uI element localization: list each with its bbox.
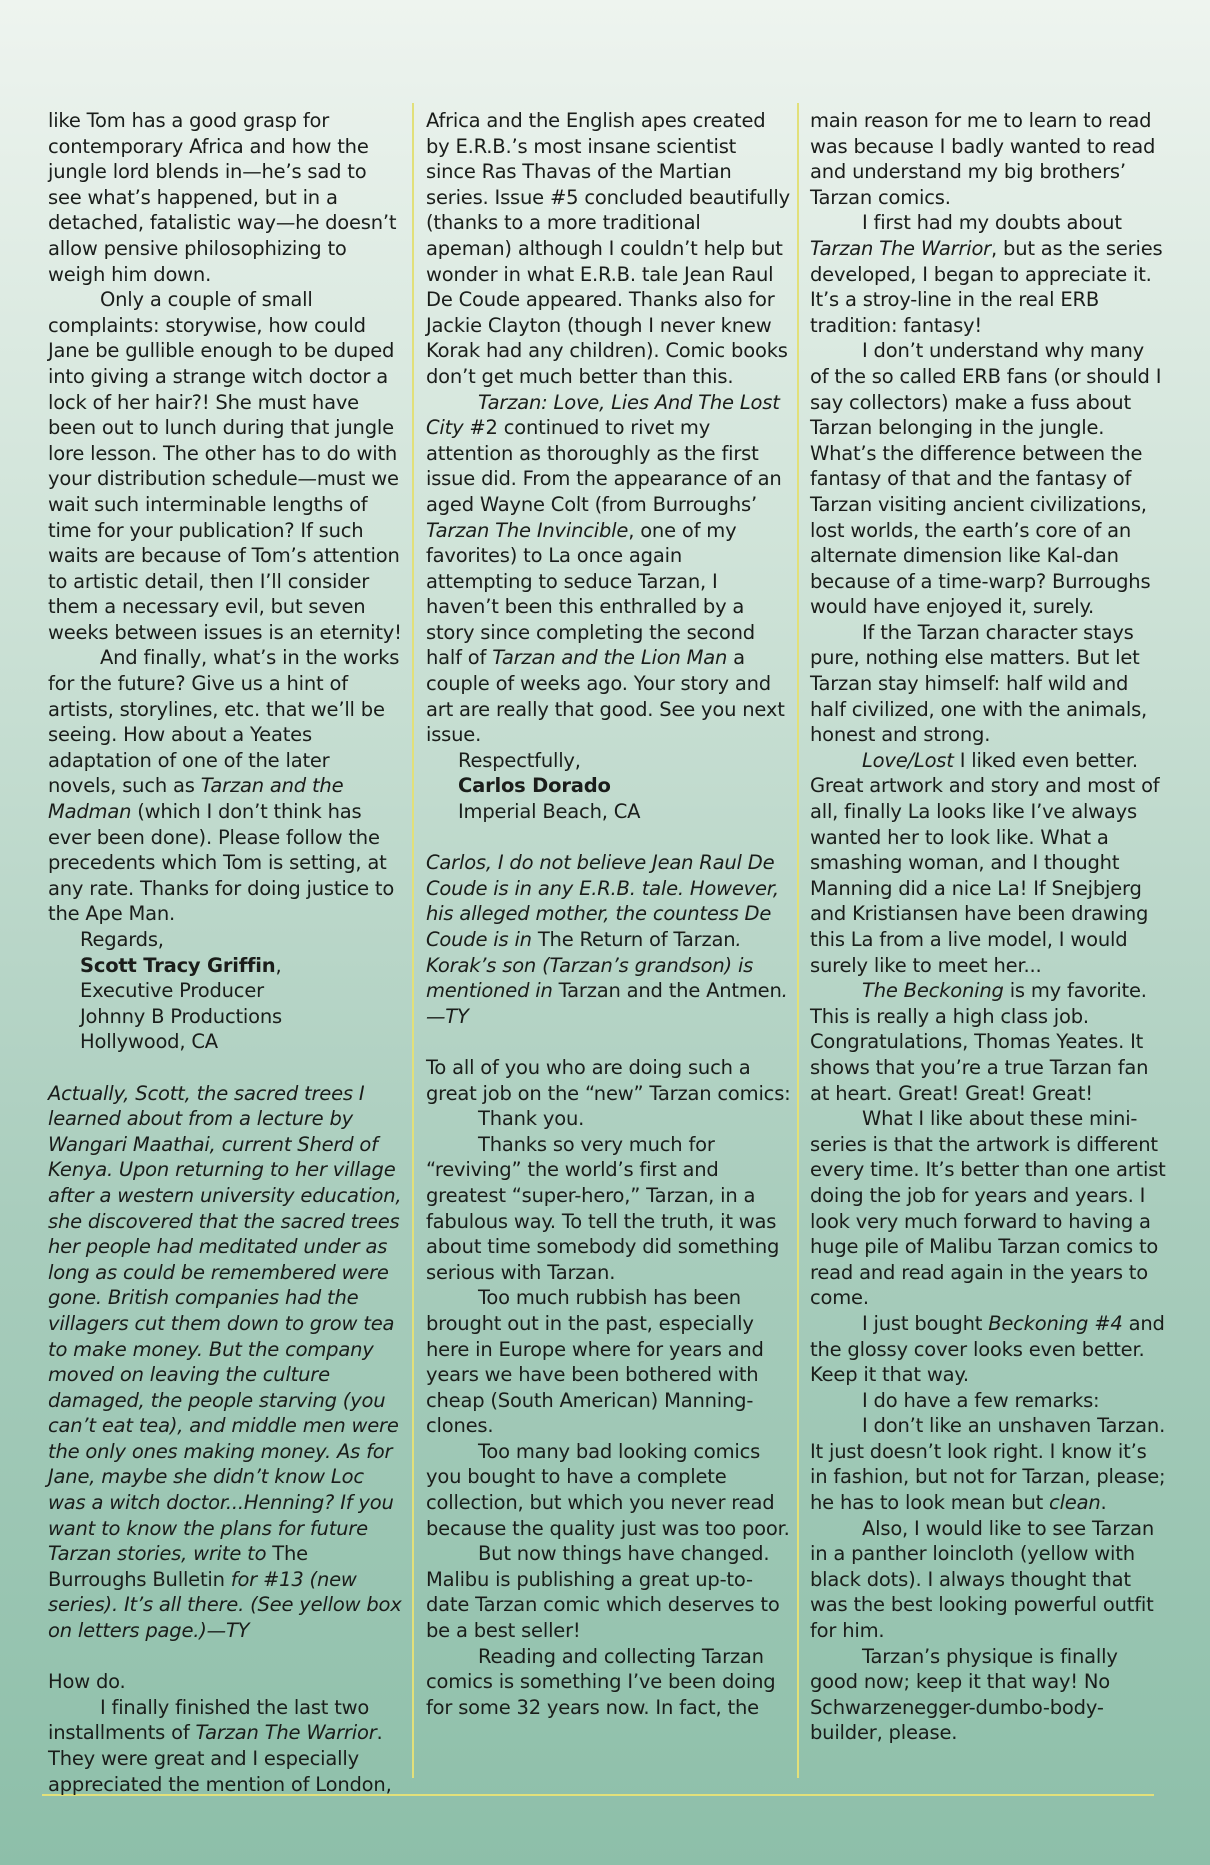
letter-paragraph: Thanks so very much for “reviving” the world’s first and greatest “super-hero,” Tarzan, in a fabulous way. To tell the truth, it was about time somebody did something serious with Tarzan. <box>426 1132 780 1284</box>
letter-paragraph: I don’t understand why many of the so called ERB fans (or should I say collectors) make a fuss about Tarzan belonging in the jungle. What’s the difference between the fantasy of that and the fantasy of Tarzan visiting ancient civilizations, lost worlds, the earth’s core of an alternate dimension like Kal-dan because of a time-warp? Burroughs would have enjoyed it, surely. <box>810 339 1162 619</box>
author-name: Carlos Dorado <box>458 774 611 798</box>
editor-reply: Actually, Scott, the sacred trees I learned about from a lecture by Wangari Maathai, current Sherd of Kenya. Upon returning to her village after a western university education, she discovered that the sacred trees her people had meditated under as long as could be remembered were gone. British companies had the villagers cut them down to grow tea to make money. But the company moved on leaving the culture damaged, the people starving (you can’t eat tea), and middle men were the only ones making money. As for Jane, maybe she didn’t know Loc was a witch doctor...Henning? If you want to know the plans for future Tarzan stories, write to The Burroughs Bulletin for #13 (new series). It’s all there. (See yellow box on letters page.)—TY <box>48 1081 402 1643</box>
column-divider-left <box>412 103 414 1778</box>
letter-greeting: To all of you who are doing such a great job on the “new” Tarzan comics: <box>426 1055 791 1105</box>
author-company: Johnny B Productions <box>80 1004 282 1028</box>
letter-paragraph: And finally, what’s in the works for the future? Give us a hint of artists, storylines, etc. that we’ll be seeing. How about a Yeates adaptation of one of the later novels, such as Tarzan and the Madman (which I don’t think has ever been done). Please follow the precedents which Tom is setting, at any rate. Thanks for doing justice to the Ape Man. <box>48 646 400 926</box>
author-location: Imperial Beach, CA <box>458 800 641 824</box>
editor-reply: Carlos, I do not believe Jean Raul De Coude is in any E.R.B. tale. However, his alleged mother, the countess De Coude is in The Return of Tarzan. Korak’s son (Tarzan’s grandson) is mentioned in Tarzan and the Antmen.—TY <box>426 851 788 1028</box>
letter-paragraph: Love/Lost I liked even better. Great artwork and story and most of all, finally La looks like I’ve always wanted her to look like. What a smashing woman, and I thought Manning did a nice La! If Snejbjerg and Kristiansen have been drawing this La from a live model, I would surely like to meet her... <box>810 748 1160 977</box>
letter-paragraph: I don’t like an unshaven Tarzan. It just doesn’t look right. I know it’s in fashion, but not for Tarzan, please; he has to look mean but clean. <box>810 1414 1166 1515</box>
letter-paragraph: like Tom has a good grasp for contemporary Africa and how the jungle lord blends in—he’s sad to see what’s happened, but in a detached, fatalistic way—he doesn’t allow pensive philosophizing to weigh him down. <box>48 109 397 286</box>
letter-paragraph: I first had my doubts about Tarzan The Warrior, but as the series developed, I began to appreciate it. It’s a stroy-line in the real ERB tradition: fantasy! <box>810 211 1163 337</box>
letter-paragraph: Tarzan’s physique is finally good now; keep it that way! No Schwarzenegger-dumbo-body-builder, please. <box>810 1644 1118 1745</box>
letter-paragraph: Thank you. <box>478 1107 585 1131</box>
letter-paragraph: Reading and collecting Tarzan comics is something I’ve been doing for some 32 years now. In fact, the <box>426 1644 776 1719</box>
signoff: Respectfully, <box>458 748 581 772</box>
column-2 <box>426 108 791 1720</box>
letter-paragraph: What I like about these mini-series is that the artwork is different every time. It’s better than one artist doing the job for years and years. I look very much forward to having a huge pile of Malibu Tarzan comics to read and read again in the years to come. <box>810 1107 1166 1310</box>
column-1 <box>48 108 403 1797</box>
letter-paragraph: I finally finished the last two installments of Tarzan The Warrior. They were great and I especially appreciated the mention of London, <box>48 1695 392 1796</box>
letter-paragraph: Too much rubbish has been brought out in the past, especially here in Europe where for years and years we have been bothered with cheap (South American) Manning-clones. <box>426 1286 764 1438</box>
column-3 <box>810 108 1168 1746</box>
letter-paragraph: But now things have changed. Malibu is publishing a great up-to-date Tarzan comic which deserves to be a best seller! <box>426 1542 780 1643</box>
letter-paragraph: main reason for me to learn to read was because I badly wanted to read and understand my big brothers’ Tarzan comics. <box>810 109 1156 209</box>
column-divider-right <box>797 103 799 1778</box>
author-name: Scott Tracy Griffin, <box>80 953 282 977</box>
letter-paragraph: I just bought Beckoning #4 and the glossy cover looks even better. Keep it that way. <box>810 1311 1165 1387</box>
letter-paragraph: Tarzan: Love, Lies And The Lost City #2 continued to rivet my attention as thoroughly as the first issue did. From the appearance of an aged Wayne Colt (from Burroughs’ Tarzan The Invincible, one of my favorites) to La once again attempting to seduce Tarzan, I haven’t been this enthralled by a story since completing the second half of Tarzan and the Lion Man a couple of weeks ago. Your story and art are really that good. See you next issue. <box>426 390 785 747</box>
letter-paragraph: I do have a few remarks: <box>862 1388 1100 1412</box>
letter-paragraph: Only a couple of small complaints: storywise, how could Jane be gullible enough to be duped into giving a strange witch doctor a lock of her hair?! She must have been out to lunch during that jungle lore lesson. The other has to do with your distribution schedule—must we wait such interminable lengths of time for your publication? If such waits are because of Tom’s attention to artistic detail, then I’ll consider them a necessary evil, but seven weeks between issues is an eternity! <box>48 288 402 644</box>
letter-paragraph: If the Tarzan character stays pure, nothing else matters. But let Tarzan stay himself: half wild and half civilized, one with the animals, honest and strong. <box>810 620 1148 747</box>
letter-paragraph: Also, I would like to see Tarzan in a panther loincloth (yellow with black dots). I always thought that was the best looking powerful outfit for him. <box>810 1516 1154 1643</box>
signoff: Regards, <box>80 928 164 951</box>
letter-paragraph: Africa and the English apes created by E.R.B.’s most insane scientist since Ras Thavas of the Martian series. Issue #5 concluded beautifully (thanks to a more traditional apeman) although I couldn’t help but wonder in what E.R.B. tale Jean Raul De Coude appeared. Thanks also for Jackie Clayton (though I never knew Korak had any children). Comic books don’t get much better than this. <box>426 109 790 388</box>
letter-paragraph: The Beckoning is my favorite. This is really a high class job. Congratulations, Thomas Yeates. It shows that you’re a true Tarzan fan at heart. Great! Great! Great! <box>810 979 1149 1105</box>
letter-greeting: How do. <box>48 1670 126 1694</box>
author-title: Executive Producer <box>80 979 264 1003</box>
author-location: Hollywood, CA <box>80 1030 218 1054</box>
letter-paragraph: Too many bad looking comics you bought to have a complete collection, but which you never read because the quality just was too poor. <box>426 1439 790 1540</box>
